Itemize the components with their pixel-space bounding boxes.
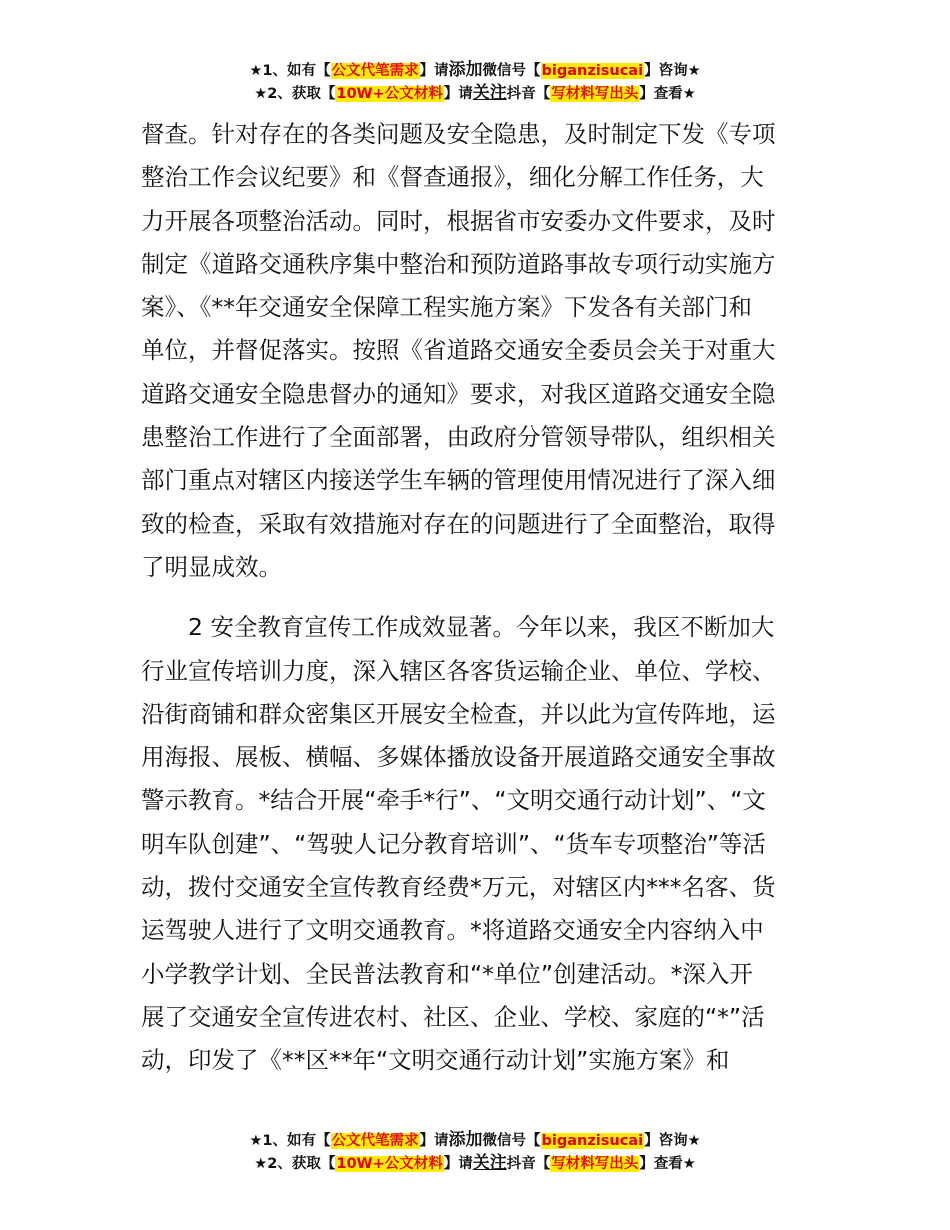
banner-text: 】请 <box>443 86 473 102</box>
banner-line-1 <box>0 1129 950 1152</box>
text-line: 运驾驶人进行了文明交通教育。*将道路交通安全内容纳入中 <box>141 916 764 945</box>
text-line: 单位，并督促落实。按照《省道路交通安全委员会关于对重大 <box>141 336 776 365</box>
banner-text: 微信号【 <box>482 1133 541 1149</box>
banner-emphasis: 关注 <box>472 1153 507 1173</box>
banner-text: ★1、如有【 <box>249 1133 331 1149</box>
text-line: 制定《道路交通秩序集中整治和预防道路事故专项行动实施方 <box>141 249 776 278</box>
text-line: 致的检查，采取有效措施对存在的问题进行了全面整治，取得 <box>141 509 776 538</box>
banner-highlight: biganzisucai <box>541 1133 644 1149</box>
paragraph-1 <box>141 113 811 589</box>
text-line: 2 安全教育宣传工作成效显著。今年以来，我区不断加大 <box>141 613 775 642</box>
banner-emphasis: 添加 <box>448 1130 483 1150</box>
text-line: 明车队创建”、“驾驶人记分教育培训”、“货车专项整治”等活 <box>141 829 766 858</box>
banner-text: 抖音【 <box>506 86 551 102</box>
text-line: 患整治工作进行了全面部署，由政府分管领导带队，组织相关 <box>141 423 776 452</box>
text-line: 展了交通安全宣传进农村、社区、企业、学校、家庭的“*”活 <box>141 1002 765 1031</box>
banner-text: 】咨询★ <box>644 1133 701 1149</box>
banner-emphasis: 添加 <box>448 60 483 80</box>
text-line: 案》、《**年交通安全保障工程实施方案》下发各有关部门和 <box>141 293 752 322</box>
text-line: 整治工作会议纪要》和《督查通报》，细化分解工作任务，大 <box>141 163 764 192</box>
text-line: 督查。针对存在的各类问题及安全隐患，及时制定下发《专项 <box>141 120 776 148</box>
text-line: 动，印发了《**区**年“文明交通行动计划”实施方案》和 <box>141 1046 730 1075</box>
banner-highlight: 10W+公文材料 <box>336 1156 443 1172</box>
banner-text: 】查看★ <box>639 1156 696 1172</box>
text-line: 用海报、展板、横幅、多媒体播放设备开展道路交通安全事故 <box>141 743 776 772</box>
text-line: 行业宣传培训力度，深入辖区各客货运输企业、单位、学校、 <box>141 656 776 685</box>
banner-highlight: 写材料写出头 <box>551 1156 639 1172</box>
banner-text: 】请 <box>419 1133 449 1149</box>
banner-text: 】查看★ <box>639 86 696 102</box>
banner-text: ★2、获取【 <box>254 86 336 102</box>
text-line: 沿街商铺和群众密集区开展安全检查，并以此为宣传阵地，运 <box>141 699 776 728</box>
banner-text: 】请 <box>443 1156 473 1172</box>
text-line: 小学教学计划、全民普法教育和“*单位”创建活动。*深入开 <box>141 959 753 988</box>
banner-text: 抖音【 <box>506 1156 551 1172</box>
text-line: 动，拨付交通安全宣传教育经费*万元，对辖区内***名客、货 <box>141 873 776 902</box>
banner-highlight: biganzisucai <box>541 63 644 79</box>
paragraph-gap <box>141 589 811 606</box>
banner-line-1 <box>0 59 950 82</box>
banner-emphasis: 关注 <box>472 83 507 103</box>
banner-text: 微信号【 <box>482 63 541 79</box>
text-line: 道路交通安全隐患督办的通知》要求，对我区道路交通安全隐 <box>141 379 776 408</box>
text-line: 警示教育。*结合开展“牵手*行”、“文明交通行动计划”、“文 <box>141 786 766 815</box>
banner-line-2 <box>0 1152 950 1175</box>
banner-highlight: 10W+公文材料 <box>336 86 443 102</box>
banner-highlight: 公文代笔需求 <box>331 1133 419 1149</box>
text-line: 部门重点对辖区内接送学生车辆的管理使用情况进行了深入细 <box>141 466 776 495</box>
header-banner <box>0 59 950 105</box>
banner-text: ★1、如有【 <box>249 63 331 79</box>
banner-text: 】请 <box>419 63 449 79</box>
banner-highlight: 写材料写出头 <box>551 86 639 102</box>
banner-highlight: 公文代笔需求 <box>331 63 419 79</box>
document-body <box>141 113 811 1083</box>
text-line: 力开展各项整治活动。同时，根据省市安委办文件要求，及时 <box>141 206 776 235</box>
paragraph-2 <box>141 606 811 1082</box>
text-line: 了明显成效。 <box>141 552 282 581</box>
banner-text: ★2、获取【 <box>254 1156 336 1172</box>
banner-line-2 <box>0 82 950 105</box>
footer-banner <box>0 1129 950 1175</box>
banner-text: 】咨询★ <box>644 63 701 79</box>
